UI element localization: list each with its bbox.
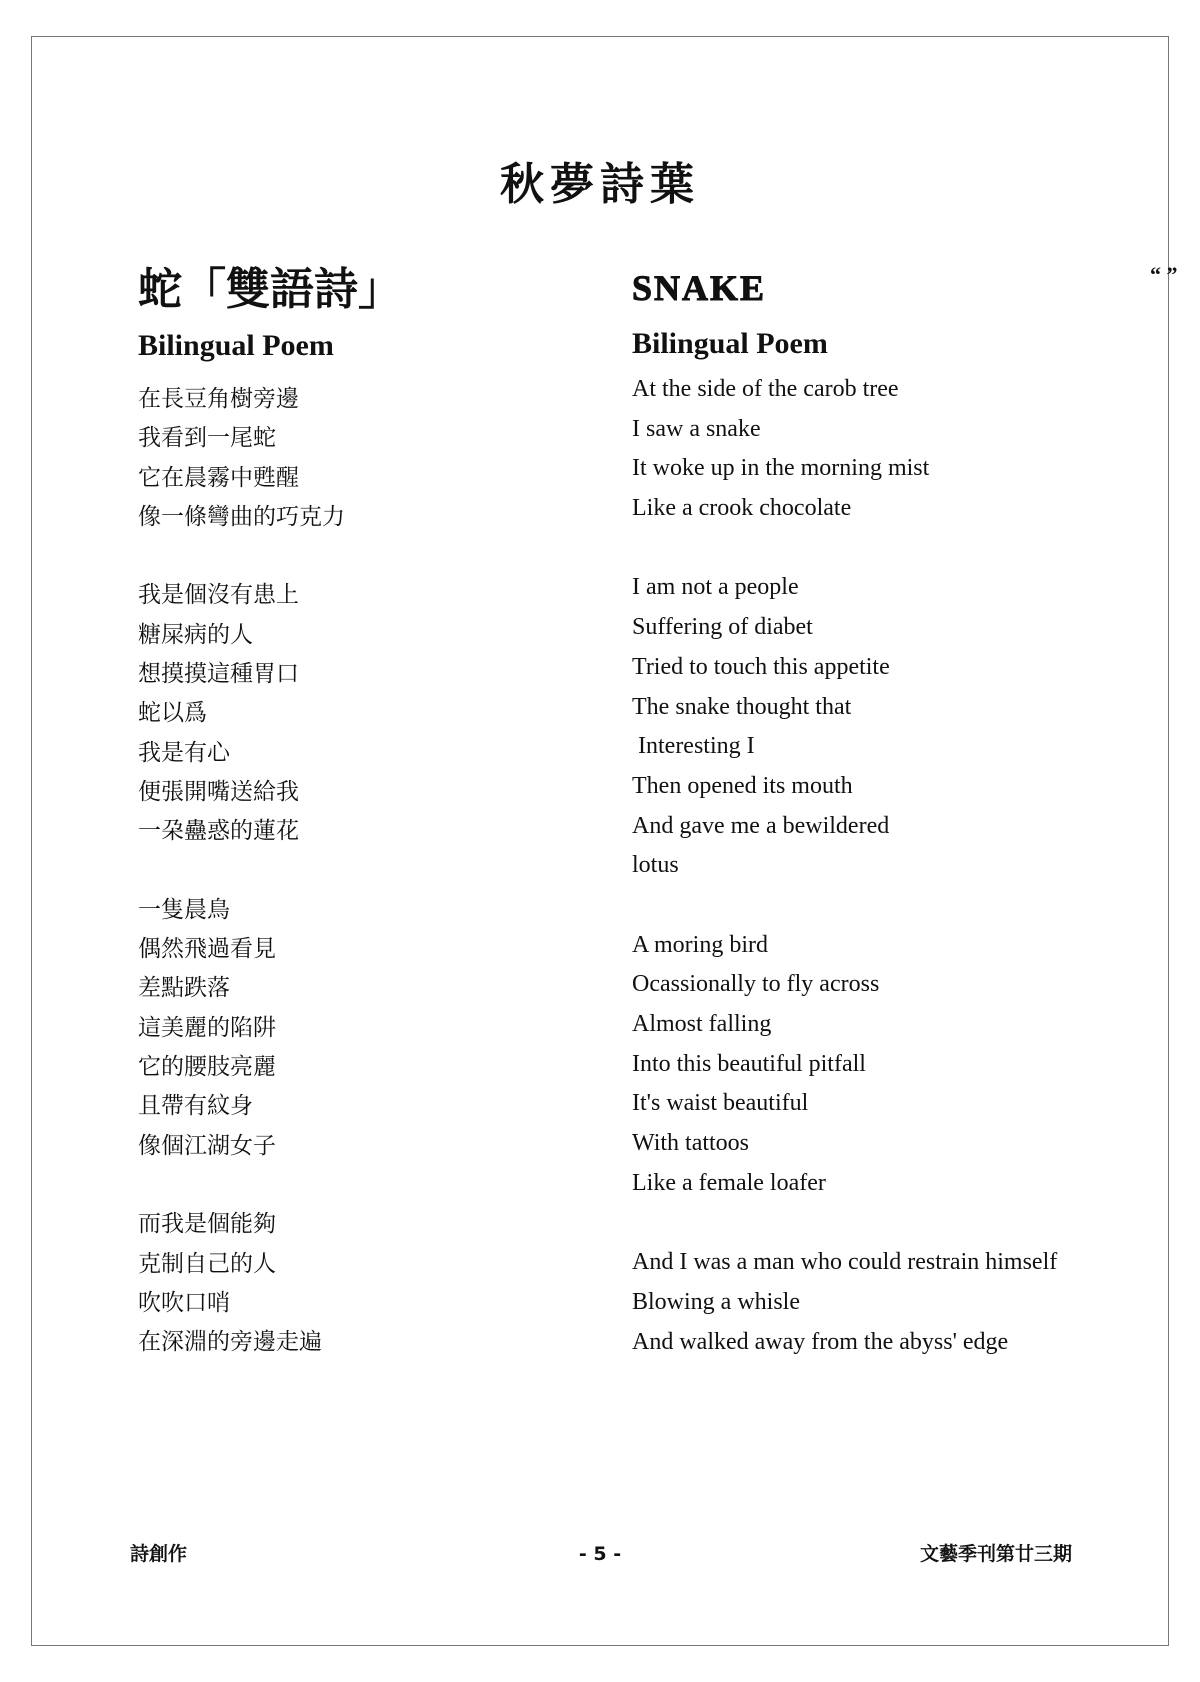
chinese-poem-line: 蛇以爲 [138, 700, 207, 727]
english-poem-line: The snake thought that [632, 693, 852, 720]
chinese-stanza-1 [138, 380, 598, 537]
english-poem-line: I saw a snake [632, 415, 761, 442]
english-poem-line: Like a crook chocolate [632, 495, 852, 522]
chinese-stanza-2 [138, 576, 598, 851]
english-poem-line: Into this beautiful pitfall [632, 1050, 866, 1077]
english-poem-line: A moring bird [632, 931, 768, 958]
chinese-poem-subtitle: Bilingual Poem [138, 329, 334, 362]
chinese-poem-line: 這美麗的陷阱 [138, 1014, 276, 1041]
chinese-poem-line: 一朶蠱惑的蓮花 [138, 818, 299, 845]
chinese-poem-line: 一隻晨鳥 [138, 896, 230, 923]
english-poem-title: SNAKE [632, 268, 767, 308]
chinese-poem-line: 且帶有紋身 [138, 1093, 253, 1120]
english-poem-line: I am not a people [632, 574, 799, 601]
footer-page-number: - 5 - [578, 1543, 622, 1565]
english-stanza-2 [632, 568, 1152, 886]
english-poem-line: And walked away from the abyss' edge [632, 1328, 1009, 1355]
english-poem-line: Almost falling [632, 1011, 772, 1037]
chinese-poem-line: 便張開嘴送給我 [138, 778, 299, 805]
footer-section-label: 詩創作 [130, 1543, 188, 1565]
english-poem-line: lotus [632, 852, 679, 879]
page-title: 秋夢詩葉 [500, 159, 700, 210]
chinese-poem-line: 吹吹口哨 [138, 1289, 230, 1316]
english-poem-line: It woke up in the morning mist [632, 455, 930, 482]
english-poem-line: Blowing a whisle [632, 1288, 800, 1315]
chinese-poem-line: 我是有心 [138, 739, 230, 766]
english-poem-line: At the side of the carob tree [632, 376, 899, 402]
chinese-poem-line: 克制自己的人 [138, 1250, 276, 1277]
english-stanza-1 [632, 370, 1152, 529]
chinese-poem-line: 我是個沒有患上 [138, 582, 299, 609]
chinese-poem-line: 糖屎病的人 [138, 621, 253, 648]
english-poem-line: And I was a man who could restrain himself [632, 1249, 1058, 1276]
chinese-poem-line: 像個江湖女子 [138, 1132, 276, 1159]
quote-mark: “ ” [1150, 262, 1178, 287]
english-poem-column [632, 262, 1152, 1362]
chinese-poem-line: 它的腰肢亮麗 [138, 1054, 276, 1081]
english-poem-subtitle: Bilingual Poem [632, 327, 828, 360]
chinese-poem-line: 而我是個能夠 [138, 1211, 276, 1238]
english-poem-line: It's waist beautiful [632, 1090, 809, 1117]
chinese-poem-line: 差點跌落 [138, 975, 230, 1002]
chinese-poem-line: 在深淵的旁邊走遍 [138, 1329, 322, 1356]
english-poem-line: Ocassionally to fly across [632, 971, 880, 998]
english-poem-line: With tattoos [632, 1130, 750, 1157]
chinese-poem-title: 蛇「雙語詩」 [138, 264, 402, 315]
chinese-stanza-4 [138, 1205, 598, 1362]
chinese-poem-line: 在長豆角樹旁邊 [138, 386, 299, 412]
english-poem-line: Then opened its mouth [632, 772, 853, 799]
chinese-poem-line: 想摸摸這種胃口 [138, 661, 299, 688]
chinese-poem-column [138, 262, 598, 1362]
chinese-poem-line: 像一條彎曲的巧克力 [138, 503, 345, 530]
english-poem-line: Tried to touch this appetite [632, 653, 890, 680]
english-poem-line: Interesting I [632, 733, 755, 760]
chinese-poem-line: 它在晨霧中甦醒 [138, 464, 299, 491]
english-poem-line: And gave me a bewildered [632, 812, 890, 839]
chinese-poem-line: 偶然飛過看見 [138, 936, 276, 963]
english-poem-line: Like a female loafer [632, 1169, 826, 1196]
english-poem-body [632, 370, 1152, 1362]
footer-publication-name: 文藝季刊第廿三期 [919, 1543, 1072, 1565]
chinese-stanza-3 [138, 891, 598, 1166]
chinese-poem-body [138, 380, 598, 1362]
english-stanza-4 [632, 1243, 1152, 1362]
chinese-poem-line: 我看到一尾蛇 [138, 425, 276, 452]
english-stanza-3 [632, 926, 1152, 1204]
english-poem-line: Suffering of diabet [632, 614, 813, 641]
